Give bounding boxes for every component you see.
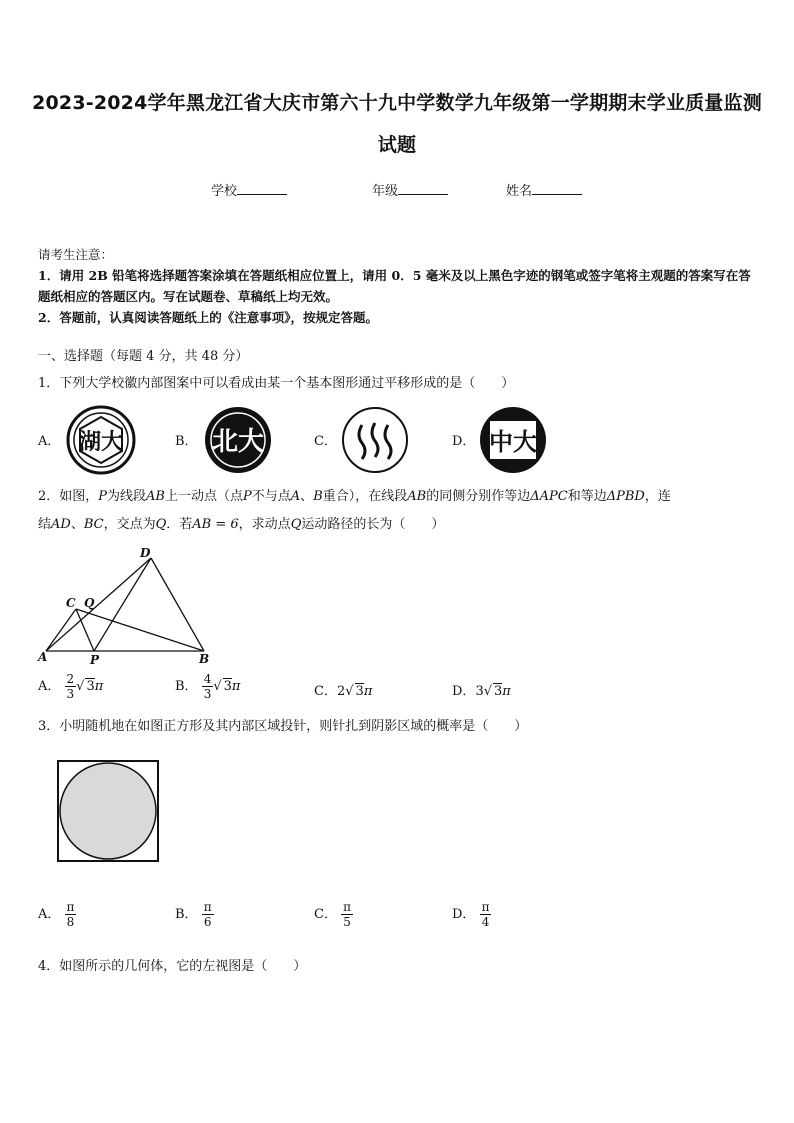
q2-option-a: A． $\frac{2}{3}$ √ 3π xyxy=(38,672,104,701)
name-blank xyxy=(532,180,582,195)
radicand: 3 xyxy=(355,684,364,699)
school-label: 学校 xyxy=(211,184,238,199)
q2-var-ad: AD xyxy=(51,517,71,532)
emblem-peking-icon xyxy=(203,405,273,475)
school-blank xyxy=(237,180,287,195)
segment-ac xyxy=(46,609,76,651)
q1-option-c-label: C． xyxy=(314,434,337,449)
coefficient: 2 xyxy=(336,684,346,699)
q2-text: 、 xyxy=(300,489,314,504)
denominator: 8 xyxy=(66,915,75,929)
q2-text: 不与点 xyxy=(251,489,291,504)
q1-option-a-label: A． xyxy=(38,434,61,449)
q2-option-b: B． $\frac{4}{3}$ √ 3π xyxy=(175,672,241,701)
q3-option-b xyxy=(175,900,214,929)
q2-var-ab: AB xyxy=(407,489,427,504)
pi-symbol: π xyxy=(363,684,373,699)
q2-var-p: P xyxy=(98,489,108,504)
emblem-hunan-icon xyxy=(66,405,136,475)
notice-item-1: 1．请用 2B 铅笔将选择题答案涂填在答题纸相应位置上，请用 0．5 毫米及以上黑色字迹的钢笔或签字笔将主观题的答案写在答题纸相应的答题区内。写在试题卷、草稿纸上均无效。 xyxy=(38,268,751,304)
fraction xyxy=(65,672,77,701)
emblem-hunan-text: 湖大 xyxy=(78,430,124,455)
q2-text: 、 xyxy=(70,517,84,532)
q3-option-a xyxy=(38,900,76,929)
emblem-sun-yat-sen-icon xyxy=(478,405,548,475)
section-heading: 一、选择题（每题 4 分，共 48 分） xyxy=(38,349,249,364)
q1-option-b-label: B． xyxy=(175,434,198,449)
option-label: C． xyxy=(314,684,337,699)
student-info-fields xyxy=(0,180,794,202)
q2-text: 为线段 xyxy=(107,489,147,504)
question-3-stem: 3．小明随机地在如图正方形及其内部区域投针，则针扎到阴影区域的概率是（ ） xyxy=(38,719,528,734)
numerator: π xyxy=(481,900,490,914)
page-title-line2: 试题 xyxy=(377,134,417,156)
fraction xyxy=(65,900,77,929)
option-label: A． xyxy=(38,679,61,694)
option-label: C． xyxy=(314,907,337,922)
label-a: A xyxy=(38,650,48,664)
numerator: π xyxy=(203,900,212,914)
question-2-stem xyxy=(38,486,758,535)
q2-text: 和等边 xyxy=(567,489,607,504)
q2-triangle-pbd: ΔPBD xyxy=(606,489,645,504)
label-q: Q xyxy=(84,596,95,610)
q2-option-c: C．2√ 3π xyxy=(314,684,373,699)
q2-option-d: D．3√ 3π xyxy=(452,684,511,699)
denominator: 4 xyxy=(481,915,490,929)
option-label: D． xyxy=(452,907,476,922)
question-4-stem: 4．如图所示的几何体，它的左视图是（ ） xyxy=(38,959,307,974)
emblem-peking-text: 北大 xyxy=(211,427,265,457)
q2-geometry-figure xyxy=(36,545,216,670)
q2-condition: AB = 6 xyxy=(192,517,239,532)
grade-field xyxy=(372,180,448,199)
emblem-zhejiang-icon xyxy=(340,405,410,475)
label-d: D xyxy=(140,546,151,560)
grade-blank xyxy=(398,180,448,195)
numerator: π xyxy=(343,900,351,914)
option-label: B． xyxy=(175,679,198,694)
pi-symbol: π xyxy=(231,679,241,694)
q2-text: 上一动点（点 xyxy=(165,489,244,504)
q2-triangle-apc: ΔAPC xyxy=(530,489,568,504)
denominator: 6 xyxy=(203,915,212,929)
q3-option-d xyxy=(452,900,491,929)
q2-text: ，连 xyxy=(644,489,671,504)
q1-option-d-label: D． xyxy=(452,434,476,449)
fraction xyxy=(202,672,214,701)
question-1-stem: 1．下列大学校徽内部图案中可以看成由某一个基本图形通过平移形成的是（ ） xyxy=(38,376,515,391)
numerator: π xyxy=(66,900,75,914)
notice-item-2: 2．答题前，认真阅读答题纸上的《注意事项》，按规定答题。 xyxy=(38,310,378,325)
q2-text: 运动路径的长为（ ） xyxy=(301,517,445,532)
grade-label: 年级 xyxy=(372,184,399,199)
radicand: 3 xyxy=(494,684,503,699)
q3-option-c xyxy=(314,900,353,929)
notice-block xyxy=(38,244,758,328)
option-label: D． xyxy=(452,684,476,699)
numerator: 2 xyxy=(66,672,75,686)
denominator: 3 xyxy=(203,687,212,701)
pi-symbol: π xyxy=(94,679,104,694)
shaded-circle xyxy=(60,763,156,859)
pi-symbol: π xyxy=(502,684,511,699)
radicand: 3 xyxy=(223,679,232,694)
q2-var-q: Q xyxy=(155,517,167,532)
emblem-sun-yat-sen-text: 中大 xyxy=(489,428,537,456)
q2-var-b: B xyxy=(313,489,323,504)
fraction xyxy=(202,900,214,929)
segment-cp xyxy=(76,609,94,651)
segment-ad xyxy=(46,558,151,651)
name-field xyxy=(506,180,582,199)
q2-text: ，交点为 xyxy=(103,517,156,532)
q3-square-circle-figure xyxy=(57,760,159,862)
q2-text: ，求动点 xyxy=(238,517,291,532)
q2-var-ab: AB xyxy=(146,489,165,504)
fraction xyxy=(341,900,353,929)
radicand: 3 xyxy=(86,679,95,694)
label-b: B xyxy=(199,652,210,666)
coefficient: 3 xyxy=(475,684,484,699)
q2-var-a: A xyxy=(290,489,301,504)
q2-var-q: Q xyxy=(290,517,302,532)
q2-var-bc: BC xyxy=(83,517,104,532)
notice-heading: 请考生注意： xyxy=(38,247,114,262)
q2-text: 结 xyxy=(38,517,52,532)
q2-text: 的同侧分别作等边 xyxy=(426,489,531,504)
numerator: 4 xyxy=(203,672,212,686)
q2-text: 2．如图， xyxy=(38,489,99,504)
school-field xyxy=(211,180,287,199)
denominator: 3 xyxy=(66,687,75,701)
option-label: B． xyxy=(175,907,198,922)
q2-var-p: P xyxy=(243,489,252,504)
q2-text: ．若 xyxy=(166,517,193,532)
q2-text: 重合），在线段 xyxy=(322,489,408,504)
label-p: P xyxy=(90,653,100,667)
label-c: C xyxy=(66,596,76,610)
option-label: A． xyxy=(38,907,61,922)
segment-pd xyxy=(94,558,151,651)
name-label: 姓名 xyxy=(506,184,533,199)
segment-db xyxy=(151,558,204,651)
segment-bc xyxy=(76,609,204,651)
fraction xyxy=(480,900,492,929)
denominator: 5 xyxy=(343,915,351,929)
page-title: 2023-2024学年黑龙江省大庆市第六十九中学数学九年级第一学期期末学业质量监测 xyxy=(32,92,762,114)
